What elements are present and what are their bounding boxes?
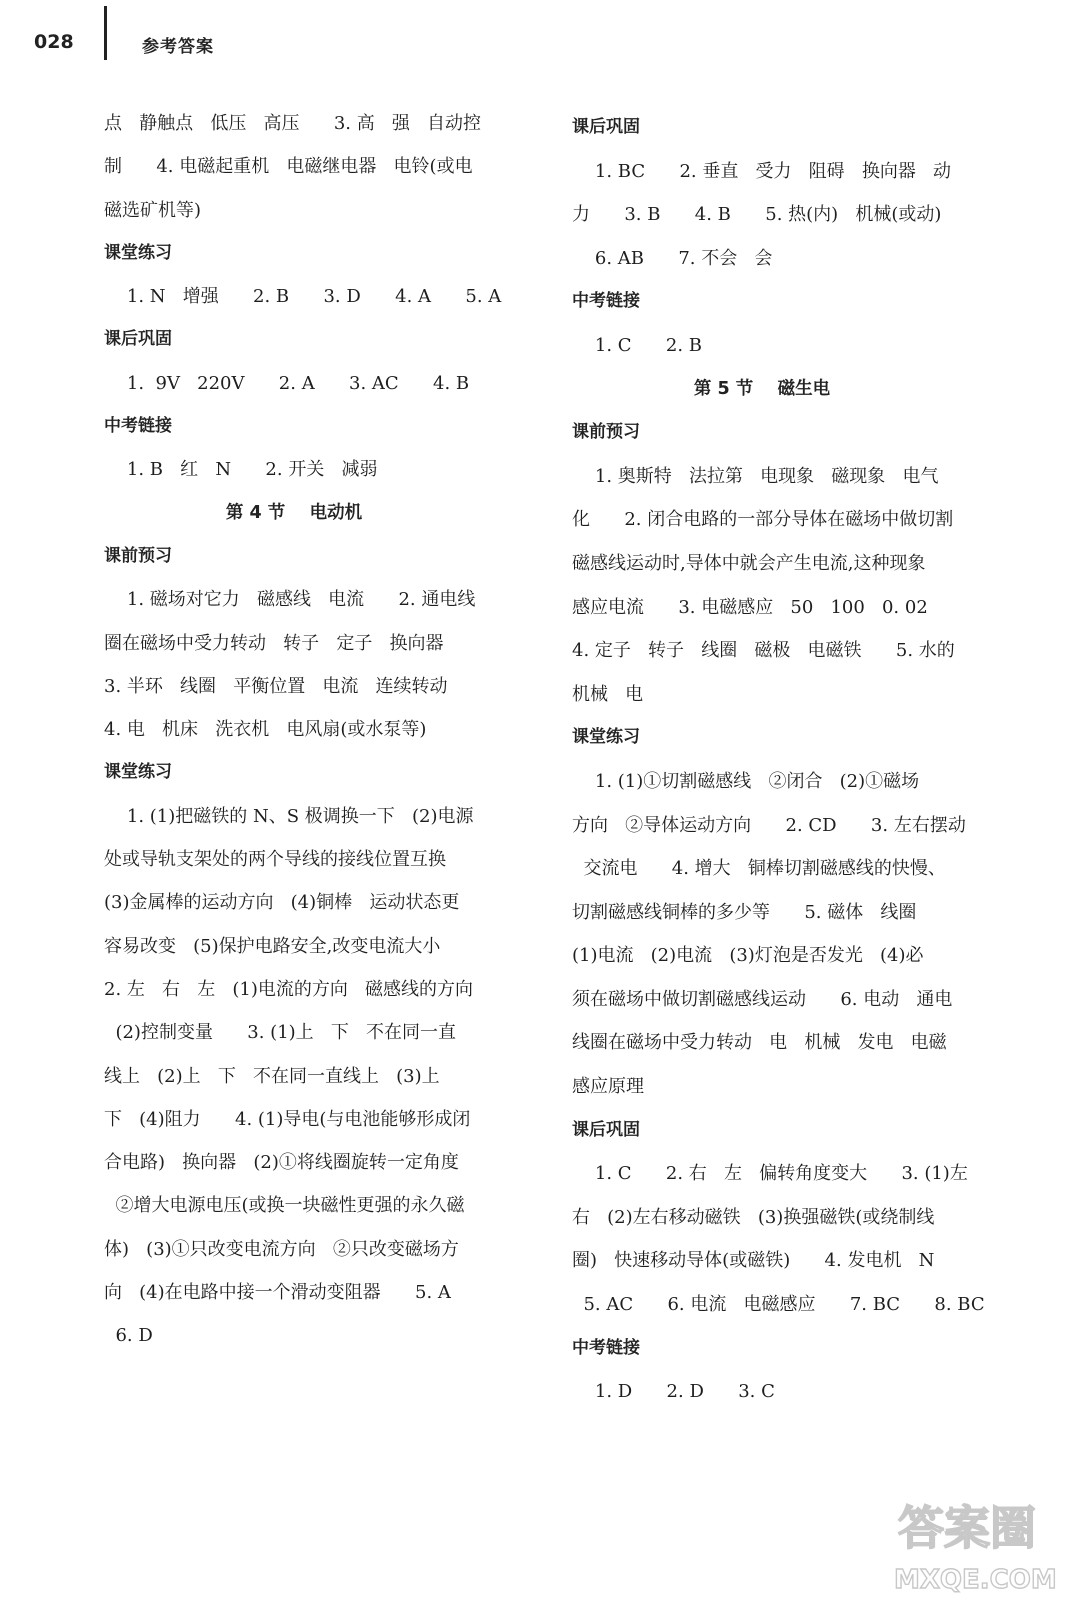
section-heading: 课后巩固 [104, 329, 172, 350]
answer-line: (1)电流 (2)电流 (3)灯泡是否发光 (4)必 [572, 945, 924, 967]
answer-line: 下 (4)阻力 4. (1)导电(与电池能够形成闭 [104, 1108, 471, 1130]
answer-line: 点 静触点 低压 高压 3. 高 强 自动控 [104, 113, 482, 134]
answer-line: 须在磁场中做切割磁感线运动 6. 电动 通电 [572, 988, 953, 1010]
answer-line: 向 (4)在电路中接一个滑动变阻器 5. A [104, 1282, 451, 1304]
answer-line: 感应原理 [572, 1076, 644, 1098]
answer-line: 1. D 2. D 3. C [572, 1381, 775, 1403]
answer-line: 体) (3)①只改变电流方向 ②只改变磁场方 [104, 1238, 459, 1260]
answer-line: 化 2. 闭合电路的一部分导体在磁场中做切割 [572, 509, 954, 531]
right-column [572, 106, 992, 1414]
section-heading: 中考链接 [572, 1337, 640, 1358]
answer-line: 磁感线运动时,导体中就会产生电流,这种现象 [572, 552, 926, 574]
header-divider [104, 6, 107, 60]
section-heading: 中考链接 [104, 416, 172, 437]
answer-line: 1. C 2. 右 左 偏转角度变大 3. (1)左 [572, 1163, 968, 1185]
answer-line: 制 4. 电磁起重机 电磁继电器 电铃(或电 [104, 156, 473, 178]
answer-line: 6. AB 7. 不会 会 [572, 247, 773, 269]
section-heading: 课前预习 [572, 422, 640, 443]
left-column [104, 102, 524, 1358]
watermark-url-text: MXQE.COM [894, 1565, 1057, 1595]
answer-line: 感应电流 3. 电磁感应 50 100 0. 02 [572, 596, 928, 618]
answer-line: 线上 (2)上 下 不在同一直线上 (3)上 [104, 1065, 440, 1087]
answer-line: 3. 半环 线圈 平衡位置 电流 连续转动 [104, 675, 448, 697]
answer-line: 线圈在磁场中受力转动 电 机械 发电 电磁 [572, 1032, 947, 1054]
answer-line: 1. 奥斯特 法拉第 电现象 磁现象 电气 [572, 465, 939, 487]
answer-line: 磁选矿机等) [104, 199, 202, 221]
answer-line: 2. 左 右 左 (1)电流的方向 磁感线的方向 [104, 978, 474, 1000]
section-heading: 课后巩固 [572, 1119, 640, 1140]
answer-line: 4. 电 机床 洗衣机 电风扇(或水泵等) [104, 719, 427, 741]
answer-line: 圈在磁场中受力转动 转子 定子 换向器 [104, 632, 444, 654]
answer-line: 4. 定子 转子 线圈 磁极 电磁铁 5. 水的 [572, 640, 955, 662]
section-heading: 课堂练习 [572, 727, 640, 748]
watermark-logo [890, 1488, 1075, 1596]
answer-line: 1. (1)把磁铁的 N、S 极调换一下 (2)电源 [104, 805, 474, 827]
subsection-title: 第 5 节 磁生电 [572, 378, 831, 399]
answer-line: (2)控制变量 3. (1)上 下 不在同一直 [104, 1022, 456, 1044]
answer-line: 1. C 2. B [572, 334, 703, 356]
answer-line: 圈) 快速移动导体(或磁铁) 4. 发电机 N [572, 1250, 935, 1272]
answer-line: 1. BC 2. 垂直 受力 阻碍 换向器 动 [572, 160, 952, 182]
answer-line: 合电路) 换向器 (2)①将线圈旋转一定角度 [104, 1152, 459, 1174]
answer-line: 1. B 红 N 2. 开关 减弱 [104, 459, 378, 481]
answer-line: 交流电 4. 增大 铜棒切割磁感线的快慢、 [572, 858, 946, 880]
subsection-title: 第 4 节 电动机 [104, 502, 363, 523]
section-heading: 课后巩固 [572, 117, 640, 137]
answer-line: 5. AC 6. 电流 电磁感应 7. BC 8. BC [572, 1294, 985, 1316]
page-number: 028 [34, 31, 74, 53]
answer-line: ②增大电源电压(或换一块磁性更强的永久磁 [104, 1195, 465, 1217]
answer-line: 容易改变 (5)保护电路安全,改变电流大小 [104, 935, 441, 957]
answer-line: 处或导轨支架处的两个导线的接线位置互换 [104, 849, 446, 871]
watermark-logo-text: 答案圈 [898, 1501, 1036, 1555]
answer-line: (3)金属棒的运动方向 (4)铜棒 运动状态更 [104, 892, 460, 914]
answer-line: 切割磁感线铜棒的多少等 5. 磁体 线圈 [572, 901, 917, 923]
page-title: 参考答案 [142, 37, 214, 57]
answer-line: 力 3. B 4. B 5. 热(内) 机械(或动) [572, 204, 942, 226]
answer-line: 机械 电 [572, 683, 644, 705]
answer-line: 1. (1)①切割磁感线 ②闭合 (2)①磁场 [572, 770, 920, 792]
answer-line: 方向 ②导体运动方向 2. CD 3. 左右摆动 [572, 814, 966, 836]
answer-line: 1. 磁场对它力 磁感线 电流 2. 通电线 [104, 589, 476, 611]
answer-line: 6. D [104, 1325, 153, 1347]
section-heading: 中考链接 [572, 291, 640, 312]
answer-line: 右 (2)左右移动磁铁 (3)换强磁铁(或绕制线 [572, 1206, 935, 1228]
answer-line: 1. 9V 220V 2. A 3. AC 4. B [104, 372, 470, 394]
section-heading: 课堂练习 [104, 242, 172, 263]
section-heading: 课前预习 [104, 545, 172, 566]
section-heading: 课堂练习 [104, 762, 172, 783]
answer-line: 1. N 增强 2. B 3. D 4. A 5. A [104, 286, 502, 308]
